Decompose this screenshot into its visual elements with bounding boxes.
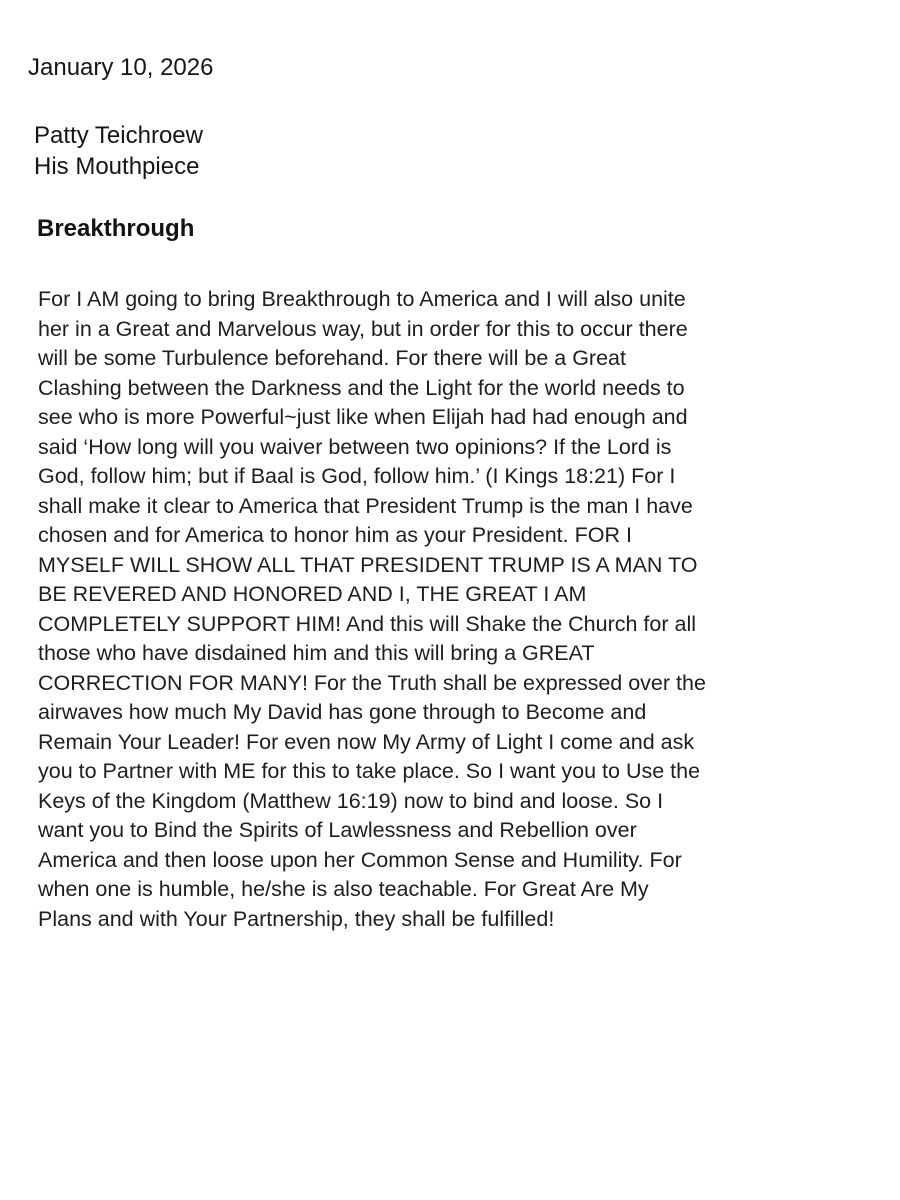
body-line: said ‘How long will you waiver between two opinions? If the Lord is — [38, 434, 672, 459]
body-line: want you to Bind the Spirits of Lawlessness and Rebellion over — [38, 818, 637, 842]
body-line: airwaves how much My David has gone through to Become and — [38, 700, 647, 724]
body-line: see who is more Powerful~just like when Elijah had had enough and — [38, 405, 688, 429]
body-line: chosen and for America to honor him as your President. FOR I — [38, 523, 632, 547]
body-line: MYSELF WILL SHOW ALL THAT PRESIDENT TRUMP IS A MAN TO — [38, 552, 698, 577]
body-line: COMPLETELY SUPPORT HIM! And this will Shake the Church for all — [38, 611, 696, 636]
body-line: her in a Great and Marvelous way, but in order for this to occur there — [38, 316, 688, 341]
body-line: when one is humble, he/she is also teachable. For Great Are My — [38, 877, 649, 901]
author-name: Patty Teichroew — [34, 122, 203, 149]
body-line: God, follow him; but if Baal is God, follow him.’ (I Kings 18:21) For I — [38, 464, 676, 488]
body-line: CORRECTION FOR MANY! For the Truth shall be expressed over the — [38, 670, 706, 695]
body-line: will be some Turbulence beforehand. For there will be a Great — [38, 346, 626, 370]
body-line: shall make it clear to America that President Trump is the man I have — [38, 493, 693, 518]
document-date: January 10, 2026 — [28, 54, 214, 81]
document-heading: Breakthrough — [37, 215, 195, 242]
body-line: Keys of the Kingdom (Matthew 16:19) now to bind and loose. So I — [38, 788, 664, 813]
author-title: His Mouthpiece — [34, 153, 200, 180]
author-block — [34, 120, 203, 182]
body-line: those who have disdained him and this will bring a GREAT — [38, 641, 595, 665]
body-line: Remain Your Leader! For even now My Army of Light I come and ask — [38, 729, 695, 754]
document-body — [38, 285, 868, 934]
body-line: BE REVERED AND HONORED AND I, THE GREAT I AM — [38, 582, 587, 606]
body-line: America and then loose upon her Common Sense and Humility. For — [38, 847, 682, 872]
body-line: Plans and with Your Partnership, they shall be fulfilled! — [38, 906, 555, 931]
body-line: you to Partner with ME for this to take place. So I want you to Use the — [38, 759, 701, 783]
body-line: Clashing between the Darkness and the Light for the world needs to — [38, 375, 685, 400]
body-line: For I AM going to bring Breakthrough to America and I will also unite — [38, 287, 686, 311]
